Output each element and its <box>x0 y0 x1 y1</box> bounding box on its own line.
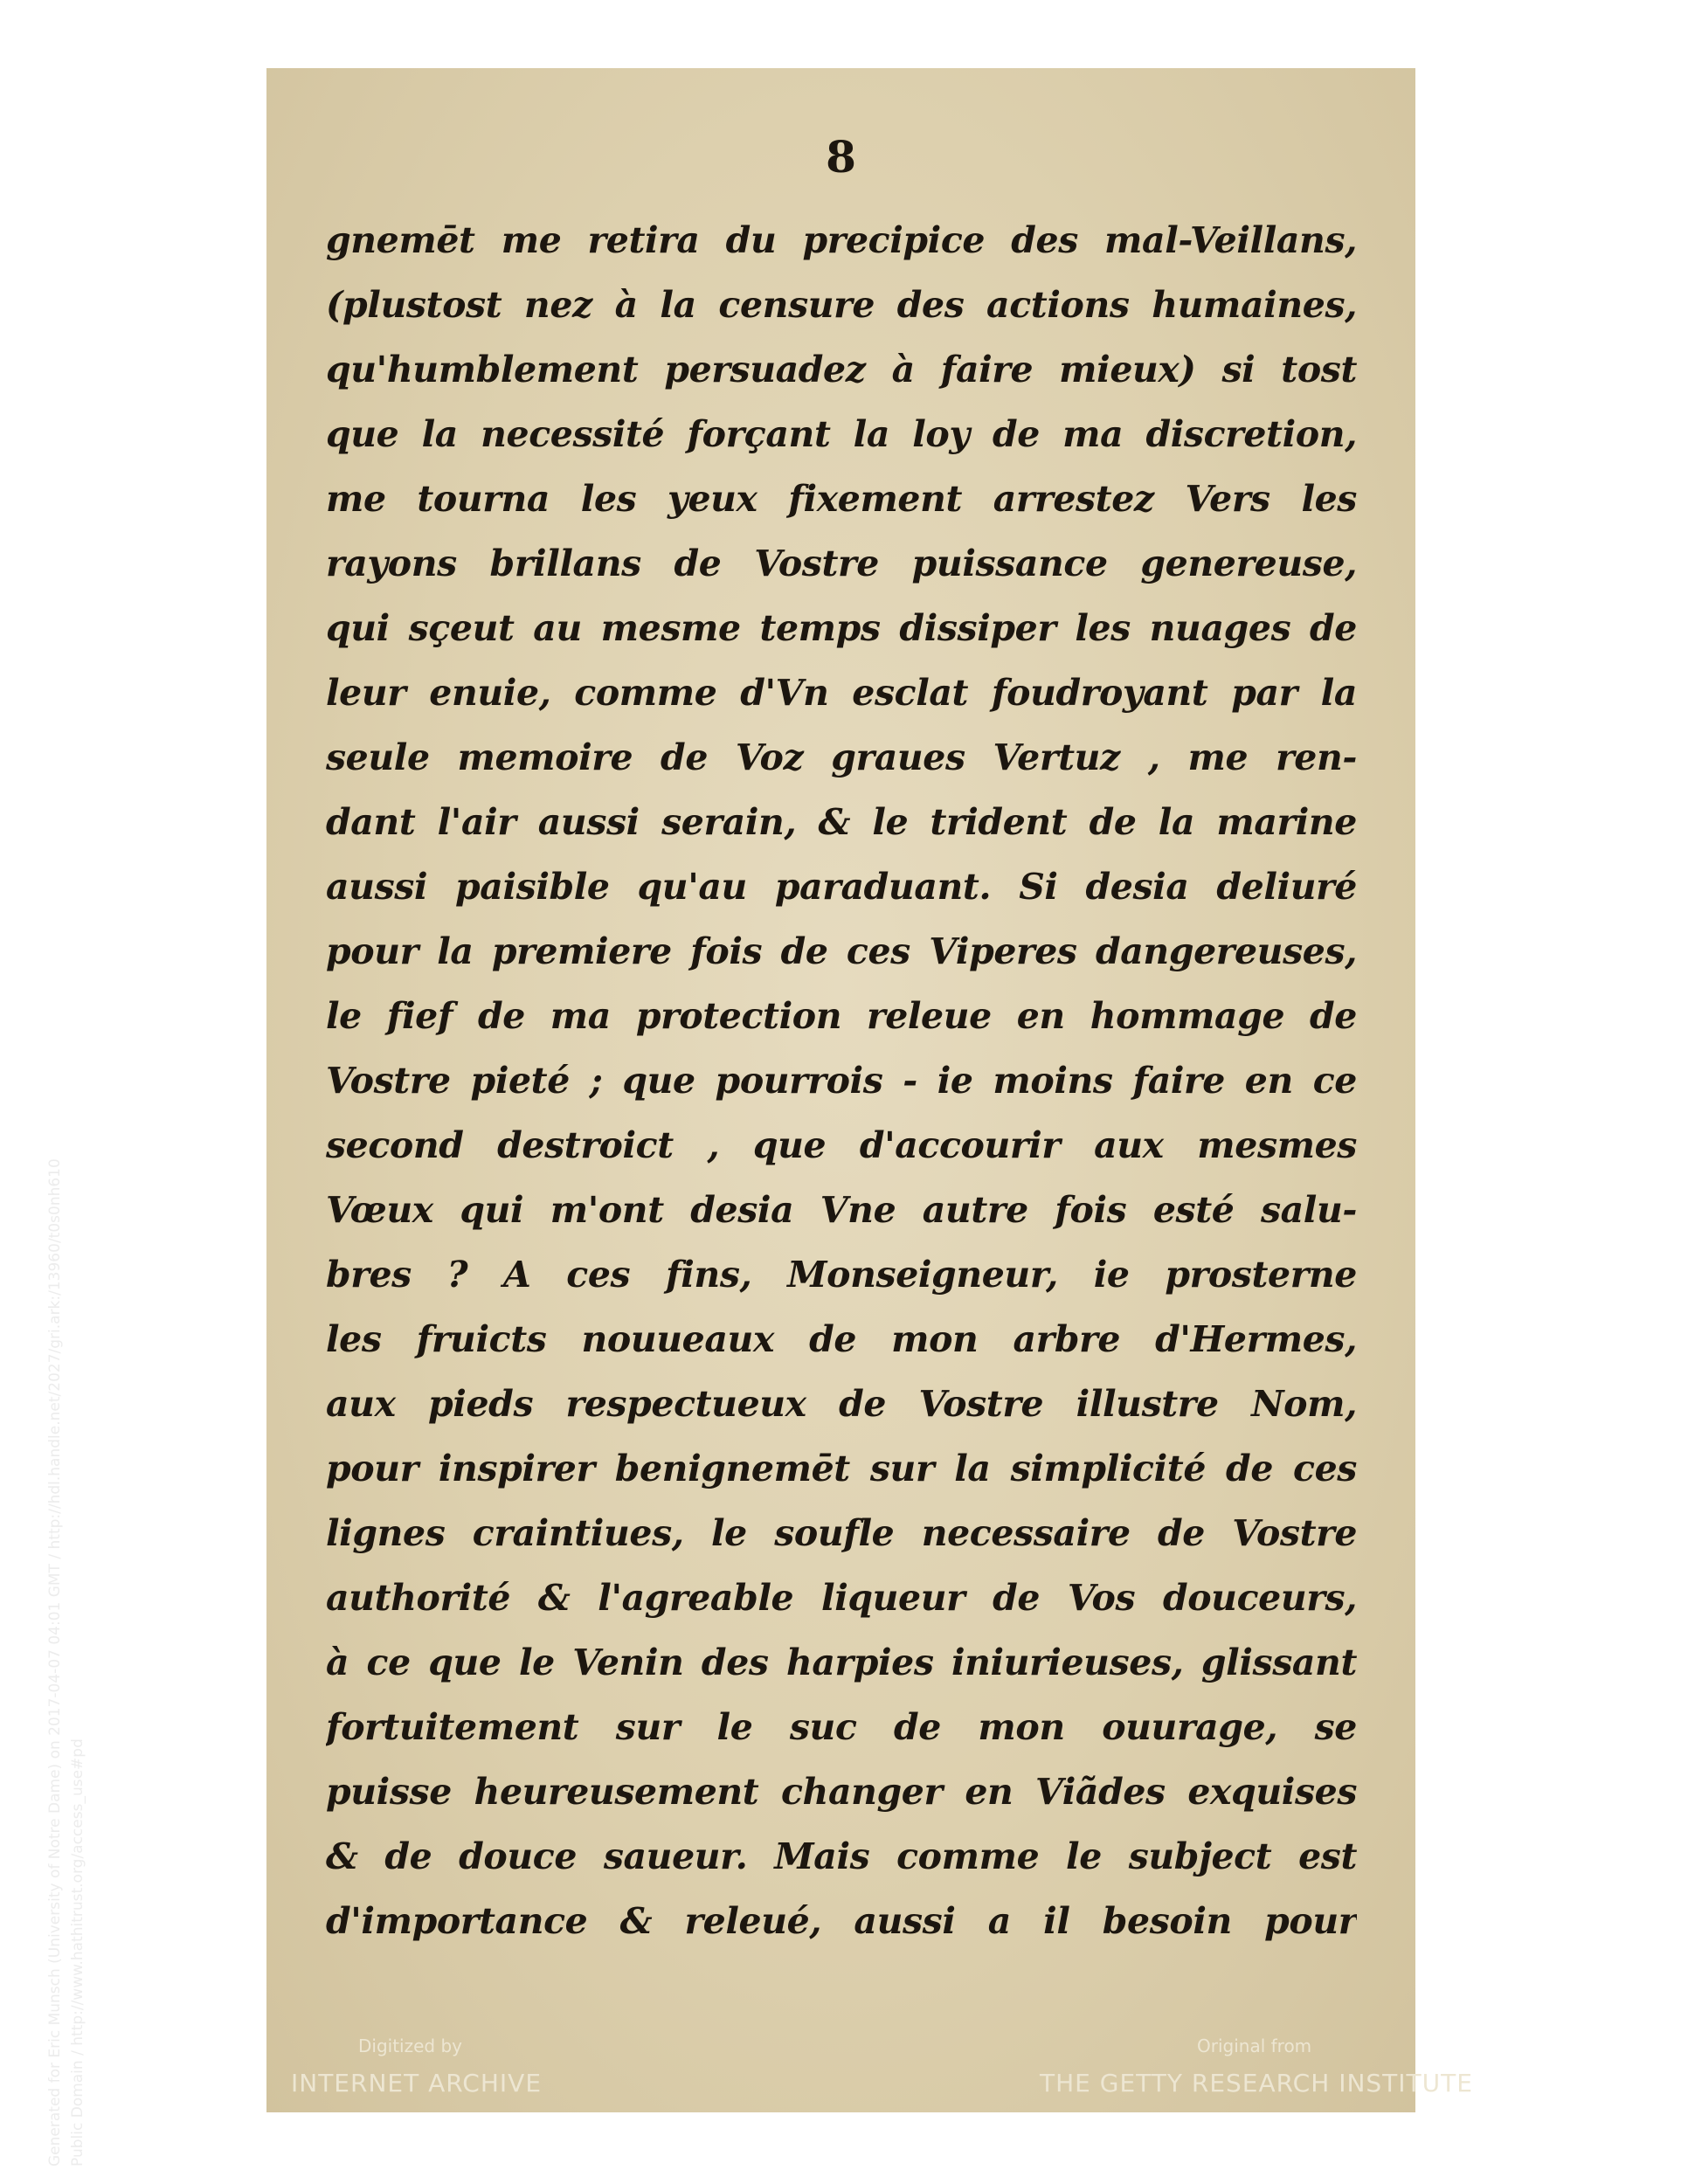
text-line: Vostre pieté ; que pourrois - ie moins faire en ce <box>326 1060 1357 1102</box>
original-from-label: Original from <box>1197 2035 1312 2056</box>
text-line: qui sçeut au mesme temps dissiper les nuages de <box>326 607 1357 649</box>
text-line: lignes craintiues, le soufle necessaire de Vostre <box>326 1512 1357 1554</box>
generated-notice <box>44 1158 89 2167</box>
text-line: pour inspirer benignemēt sur la simplicité de ces <box>326 1448 1357 1489</box>
text-line: le fief de ma protection releue en hommage de <box>326 995 1357 1037</box>
text-line: pour la premiere fois de ces Viperes dangereuses, <box>326 930 1357 972</box>
text-line: qu'humblement persuadez à faire mieux) si tost <box>326 349 1357 390</box>
text-line: dant l'air aussi serain, & le trident de la marine <box>326 801 1357 843</box>
text-line: aux pieds respectueux de Vostre illustre Nom, <box>326 1383 1357 1425</box>
text-block <box>326 208 1357 1953</box>
public-domain-notice-line: Public Domain / http://www.hathitrust.org/access_use#pd <box>69 1738 86 2167</box>
getty-credit: THE GETTY RESEARCH INSTITUTE <box>1040 2069 1473 2098</box>
scanned-page <box>266 68 1415 2112</box>
text-line: d'importance & releué, aussi a il besoin pour <box>326 1900 1357 1942</box>
text-line: que la necessité forçant la loy de ma discretion, <box>326 413 1357 455</box>
text-line: second destroict , que d'accourir aux mesmes <box>326 1124 1357 1166</box>
text-line: & de douce saueur. Mais comme le subject est <box>326 1835 1357 1877</box>
generated-notice-line: Generated for Eric Munsch (University of Notre Dame) on 2017-04-07 04:01 GMT / http://hdl.handle.net/2027/gri.ark:/13960/t0s0nh610 <box>46 1158 64 2167</box>
text-line: me tourna les yeux fixement arrestez Vers les <box>326 478 1357 520</box>
text-line: gnemēt me retira du precipice des mal-Veillans, <box>326 219 1357 261</box>
text-line: à ce que le Venin des harpies iniurieuses, glissant <box>326 1641 1357 1683</box>
text-line: Vœux qui m'ont desia Vne autre fois esté salu- <box>326 1189 1357 1231</box>
text-line: fortuitement sur le suc de mon ouurage, se <box>326 1706 1357 1748</box>
text-line: seule memoire de Voz graues Vertuz , me ren- <box>326 736 1357 778</box>
text-line: puisse heureusement changer en Viãdes exquises <box>326 1771 1357 1813</box>
internet-archive-credit: INTERNET ARCHIVE <box>291 2069 543 2098</box>
text-line: rayons brillans de Vostre puissance genereuse, <box>326 543 1357 584</box>
text-line: les fruicts nouueaux de mon arbre d'Hermes, <box>326 1318 1357 1360</box>
text-line: leur enuie, comme d'Vn esclat foudroyant par la <box>326 672 1357 714</box>
text-line: aussi paisible qu'au paraduant. Si desia deliuré <box>326 866 1357 908</box>
digitized-by-label: Digitized by <box>358 2035 462 2056</box>
page-number: 8 <box>826 131 856 183</box>
text-line: bres ? A ces fins, Monseigneur, ie prosterne <box>326 1254 1357 1296</box>
text-line: authorité & l'agreable liqueur de Vos douceurs, <box>326 1577 1357 1619</box>
text-line: (plustost nez à la censure des actions humaines, <box>326 284 1357 326</box>
